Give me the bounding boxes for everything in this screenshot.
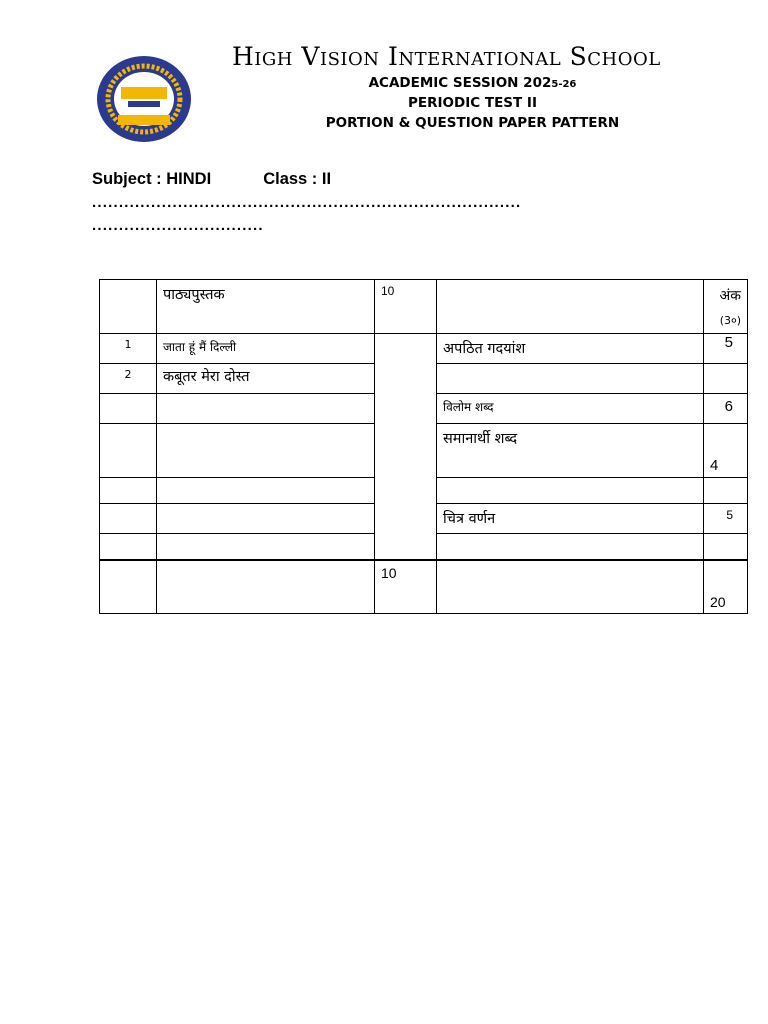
school-logo	[96, 55, 192, 143]
school-name: High Vision International School	[232, 42, 661, 71]
pattern-table	[99, 279, 748, 614]
table-row: चित्र वर्णन 5	[100, 504, 748, 534]
subject-line	[92, 170, 331, 189]
test-name: PERIODIC TEST II	[408, 95, 537, 111]
table-header-row	[100, 280, 748, 334]
table-row: विलोम शब्द 6	[100, 394, 748, 424]
subject-label: Subject : HINDI	[92, 170, 212, 188]
dotted-line: ................................	[92, 217, 264, 234]
table-total-row	[100, 560, 748, 614]
merged-cell	[375, 334, 437, 561]
dotted-line: ................................................................................	[92, 194, 522, 211]
class-label: Class : II	[263, 170, 332, 188]
total-marks: 20	[704, 560, 748, 614]
table-row: 1 जाता हूं मैं दिल्ली अपठित गदयांश 5	[100, 334, 748, 364]
academic-session: ACADEMIC SESSION 2025-26	[368, 75, 577, 91]
total-textbook-marks: 10	[375, 560, 437, 614]
paper-pattern: PORTION & QUESTION PAPER PATTERN	[325, 115, 620, 131]
textbook-header: पाठ्यपुस्तक	[157, 280, 375, 334]
marks-header: अंक (3०)	[704, 280, 748, 334]
table-row: समानार्थी शब्द 4	[100, 424, 748, 478]
table-row: 2 कबूतर मेरा दोस्त	[100, 364, 748, 394]
textbook-marks: 10	[375, 280, 437, 334]
